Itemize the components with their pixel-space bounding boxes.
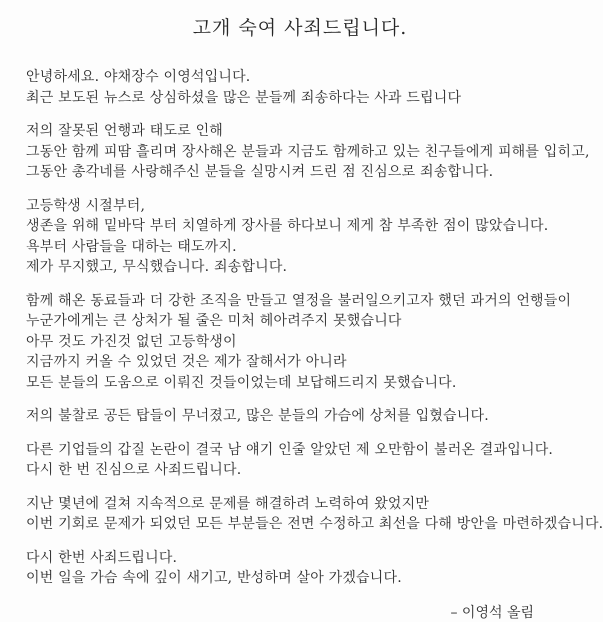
text-line: 저의 잘못된 언행과 태도로 인해 (26, 123, 224, 139)
text-line: 안녕하세요. 야채장수 이영석입니다. (26, 69, 251, 85)
text-line: 욕부터 사람들을 대하는 태도까지. (26, 238, 237, 255)
apology-letter-page (0, 13, 603, 621)
paragraph (26, 494, 603, 535)
text-line: 이번 기회로 문제가 되었던 모든 부분들은 전면 수정하고 최선을 다해 방안을 마련하겠습니다. (26, 516, 603, 532)
paragraph (26, 406, 576, 427)
letter-body (26, 67, 603, 589)
text-line: 누군가에게는 큰 상처가 될 줄은 미처 헤아려주지 못했습니다 (26, 313, 402, 329)
letter-title: 고개 숙여 사죄드립니다. (192, 17, 408, 39)
paragraph (26, 67, 576, 108)
text-line: 제가 무지했고, 무식했습니다. 죄송합니다. (26, 259, 288, 275)
paragraph (26, 548, 576, 589)
text-line: 최근 보도된 뉴스로 상심하셨을 많은 분들께 죄송하다는 사과 드립니다 (26, 89, 462, 106)
paragraph (26, 121, 590, 183)
text-line: 지난 몇년에 걸쳐 지속적으로 문제를 해결하려 노력하여 왔었지만 (26, 495, 430, 512)
text-line: 고등학생 시절부터, (26, 197, 146, 214)
text-line: 그동안 함께 피땀 흘리며 장사해온 분들과 지금도 함께하고 있는 친구들에게 피해를 입히고, (26, 143, 590, 160)
text-line: 지금까지 커올 수 있었던 것은 제가 잘해서가 아니라 (26, 354, 347, 370)
text-line: 다시 한번 사죄드립니다. (26, 549, 178, 566)
paragraph (26, 291, 576, 394)
paragraph (26, 440, 576, 481)
text-line: 함께 해온 동료들과 더 강한 조직을 만들고 열정을 불러일으키고자 했던 과거의 언행들이 (26, 292, 572, 309)
text-line: 다시 한 번 진심으로 사죄드립니다. (26, 462, 242, 478)
text-line: 그동안 총각네를 사랑해주신 분들을 실망시켜 드린 점 진심으로 죄송합니다. (26, 164, 494, 180)
text-line: 다른 기업들의 갑질 논란이 결국 남 얘기 인줄 알았던 제 오만함이 불러온 결과입니다. (26, 441, 554, 458)
text-line: 생존을 위해 밑바닥 부터 치열하게 장사를 하다보니 제게 참 부족한 점이 많았습니다. (26, 218, 549, 234)
letter-signature: – 이영석 올림 (450, 604, 534, 621)
text-line: 아무 것도 가진것 없던 고등학생이 (26, 333, 237, 350)
paragraph (26, 196, 576, 278)
text-line: 모든 분들의 도움으로 이뤄진 것들이었는데 보답해드리지 못했습니다. (26, 374, 457, 391)
text-line: 저의 불찰로 공든 탑들이 무너졌고, 많은 분들의 가슴에 상처를 입혔습니다. (26, 408, 489, 424)
text-line: 이번 일을 가슴 속에 깊이 새기고, 반성하며 살아 가겠습니다. (26, 570, 402, 586)
